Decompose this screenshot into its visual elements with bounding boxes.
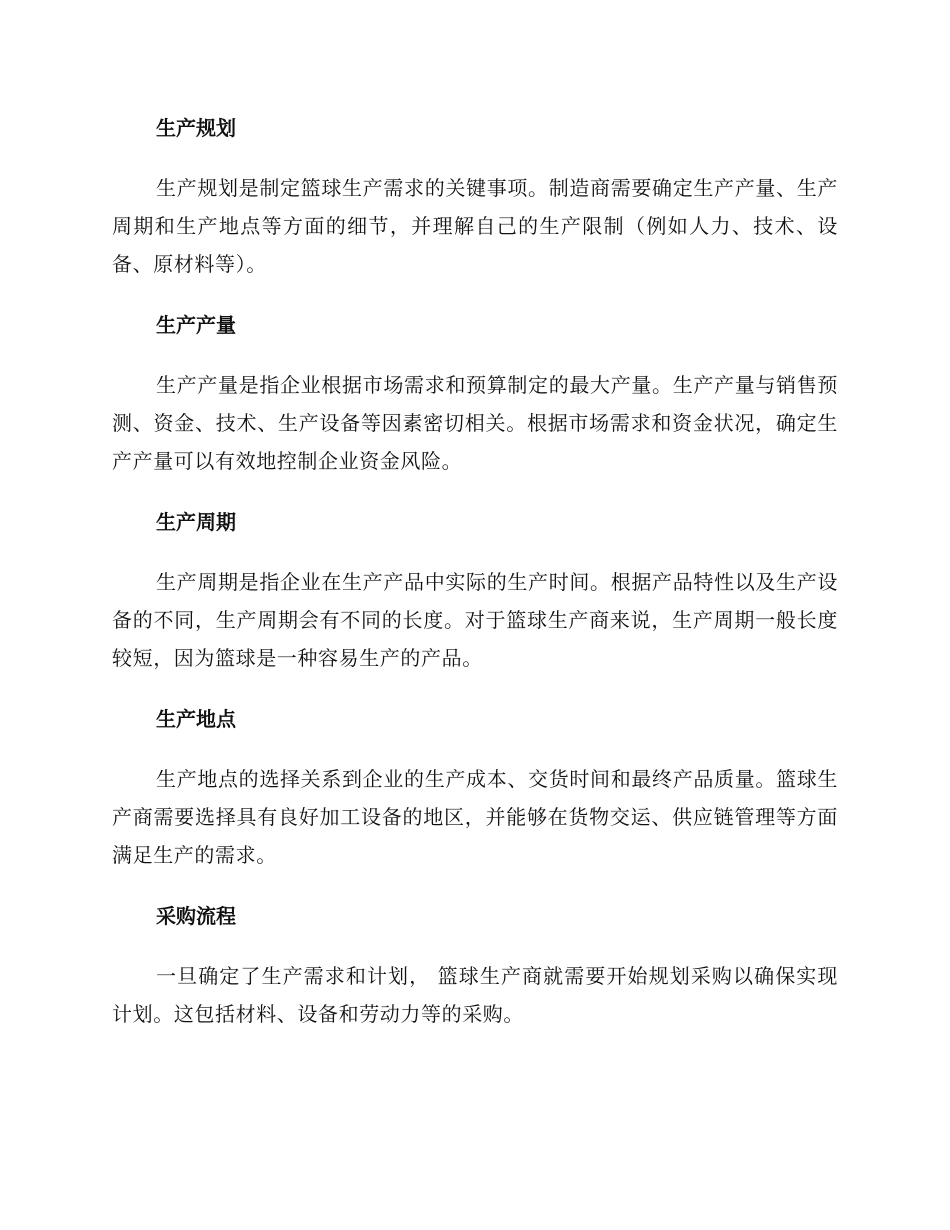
section-heading-production-cycle: 生产周期 bbox=[156, 510, 236, 534]
section-body-production-cycle: 生产周期是指企业在生产产品中实际的生产时间。根据产品特性以及生产设备的不同，生产周期会有不同的长度。对于篮球生产商来说，生产周期一般长度较短，因为篮球是一种容易生产的产品。 bbox=[112, 570, 838, 670]
section-heading-production-planning: 生产规划 bbox=[156, 116, 236, 140]
section-body-production-output: 生产产量是指企业根据市场需求和预算制定的最大产量。生产产量与销售预测、资金、技术、生产设备等因素密切相关。根据市场需求和资金状况，确定生产产量可以有效地控制企业资金风险。 bbox=[112, 373, 838, 473]
section-heading-production-location: 生产地点 bbox=[156, 707, 236, 731]
section-heading-production-output: 生产产量 bbox=[156, 313, 236, 337]
section-body-procurement-process: 一旦确定了生产需求和计划， 篮球生产商就需要开始规划采购以确保实现计划。这包括材料、设备和劳动力等的采购。 bbox=[112, 964, 838, 1026]
section-body-production-planning: 生产规划是制定篮球生产需求的关键事项。制造商需要确定生产产量、生产周期和生产地点等方面的细节，并理解自己的生产限制（例如人力、技术、设备、原材料等）。 bbox=[112, 176, 838, 276]
section-heading-procurement-process: 采购流程 bbox=[156, 904, 236, 928]
section-body-production-location: 生产地点的选择关系到企业的生产成本、交货时间和最终产品质量。篮球生产商需要选择具有良好加工设备的地区，并能够在货物交运、供应链管理等方面满足生产的需求。 bbox=[112, 767, 838, 867]
